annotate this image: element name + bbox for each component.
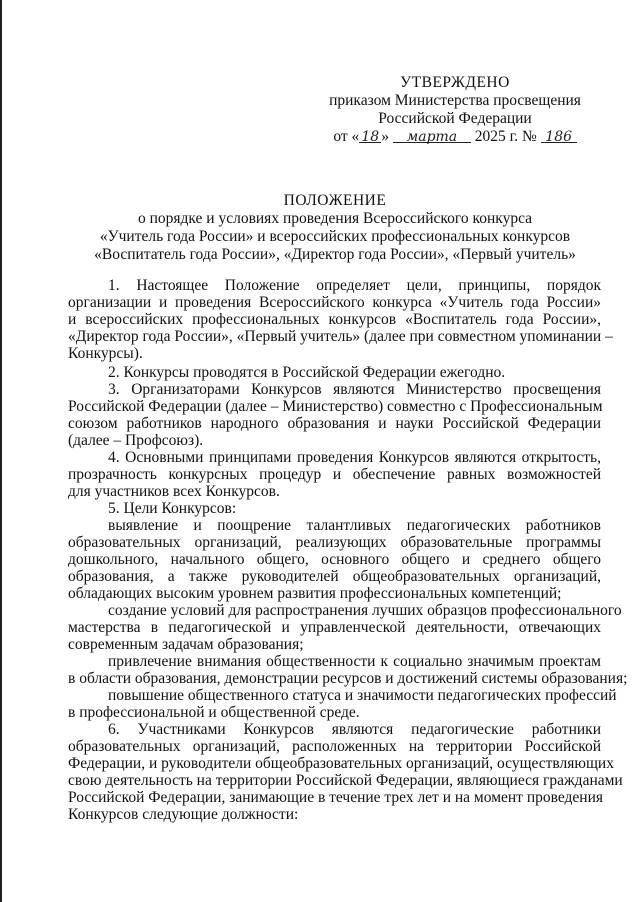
text-line: создание условий для распространения лучших образцов профессионального	[108, 602, 622, 619]
document-body	[68, 277, 628, 823]
approval-line-1: приказом Министерства просвещения	[329, 92, 581, 109]
date-year-label: 2025 г. №	[474, 128, 537, 145]
text-line: Конкурсы).	[68, 345, 143, 362]
paragraph-p3	[68, 381, 601, 449]
text-line: Российской Федерации (далее – Министерство) совместно с Профессиональным	[68, 398, 603, 415]
text-line: в области образования, демонстрации ресурсов и достижений системы образования;	[68, 670, 628, 687]
text-line: привлечение внимания общественности к социально значимым проектам	[108, 653, 601, 670]
text-line: свою деятельность на территории Российской Федерации, являющиеся гражданами	[68, 772, 623, 789]
text-line: обладающих высоким уровнем развития профессиональных компетенций;	[68, 585, 562, 602]
text-line: организации и проведения Всероссийского конкурса «Учитель года России»	[68, 294, 601, 311]
text-line: образовательных организаций, реализующих образовательные программы	[68, 534, 601, 551]
approval-heading: УТВЕРЖДЕНО	[400, 74, 510, 91]
title-line-2: «Учитель года России» и всероссийских профессиональных конкурсов	[99, 228, 571, 245]
text-line: образовательных организаций, расположенных на территории Российской	[68, 738, 601, 755]
approval-line-2: Российской Федерации	[378, 110, 532, 127]
paragraph-p1	[68, 277, 613, 362]
handwritten-order-number: 186	[541, 128, 577, 143]
text-line: дошкольного, начального общего, основного общего и среднего общего	[68, 551, 601, 568]
text-line: 4. Основными принципами проведения Конкурсов являются открытость,	[108, 449, 601, 466]
text-line: Федерации, и руководители общеобразовательных организаций, осуществляющих	[68, 755, 614, 772]
paragraph-p5b	[68, 602, 622, 653]
text-line: и всероссийских профессиональных конкурсов «Воспитатель года России»,	[68, 311, 601, 328]
text-line: для участников всех Конкурсов.	[68, 483, 280, 500]
text-line: союзом работников народного образования и науки Российской Федерации	[68, 415, 601, 432]
paragraph-p5c	[68, 653, 628, 687]
text-line: 6. Участниками Конкурсов являются педагогические работники	[108, 721, 601, 738]
paragraph-p5	[68, 500, 601, 517]
text-line: образования, а также руководителей общеобразовательных организаций,	[68, 568, 601, 585]
text-line: 2. Конкурсы проводятся в Российской Федерации ежегодно.	[108, 364, 506, 381]
paragraph-p5d	[68, 687, 617, 721]
text-line: 3. Организаторами Конкурсов являются Министерство просвещения	[108, 381, 601, 398]
text-line: выявление и поощрение талантливых педагогических работников	[108, 517, 601, 534]
title-heading: ПОЛОЖЕНИЕ	[283, 192, 387, 209]
handwritten-day: 18	[359, 128, 381, 143]
text-line: 1. Настоящее Положение определяет цели, принципы, порядок	[108, 277, 601, 294]
paragraph-p6	[68, 721, 623, 823]
title-line-3: «Воспитатель года России», «Директор года России», «Первый учитель»	[94, 246, 576, 263]
text-line: Российской Федерации, занимающие в течение трех лет и на момент проведения	[68, 789, 604, 806]
title-line-1: о порядке и условиях проведения Всероссийского конкурса	[137, 210, 533, 227]
text-line: (далее – Профсоюз).	[68, 432, 204, 449]
paragraph-p4	[68, 449, 601, 500]
text-line: «Директор года России», «Первый учитель» (далее при совместном упоминании –	[68, 328, 613, 345]
text-line: современным задачам образования;	[68, 636, 304, 653]
text-line: прозрачность конкурсных процедур и обеспечение равных возможностей	[68, 466, 601, 483]
approval-block	[290, 74, 620, 146]
text-line: Конкурсов следующие должности:	[68, 806, 299, 823]
paragraph-p2	[68, 364, 601, 381]
scan-edge	[0, 0, 2, 902]
text-line: в профессиональной и общественной среде.	[68, 704, 360, 721]
handwritten-month: марта	[393, 128, 471, 143]
text-line: повышение общественного статуса и значимости педагогических профессий	[108, 687, 617, 704]
document-title	[70, 192, 600, 264]
text-line: мастерства в педагогической и управленческой деятельности, отвечающих	[68, 619, 601, 636]
text-line: 5. Цели Конкурсов:	[108, 500, 237, 517]
date-close-quote: »	[381, 128, 390, 145]
paragraph-p5a	[68, 517, 601, 602]
date-prefix: от «	[333, 128, 360, 145]
order-date-line	[290, 128, 620, 146]
